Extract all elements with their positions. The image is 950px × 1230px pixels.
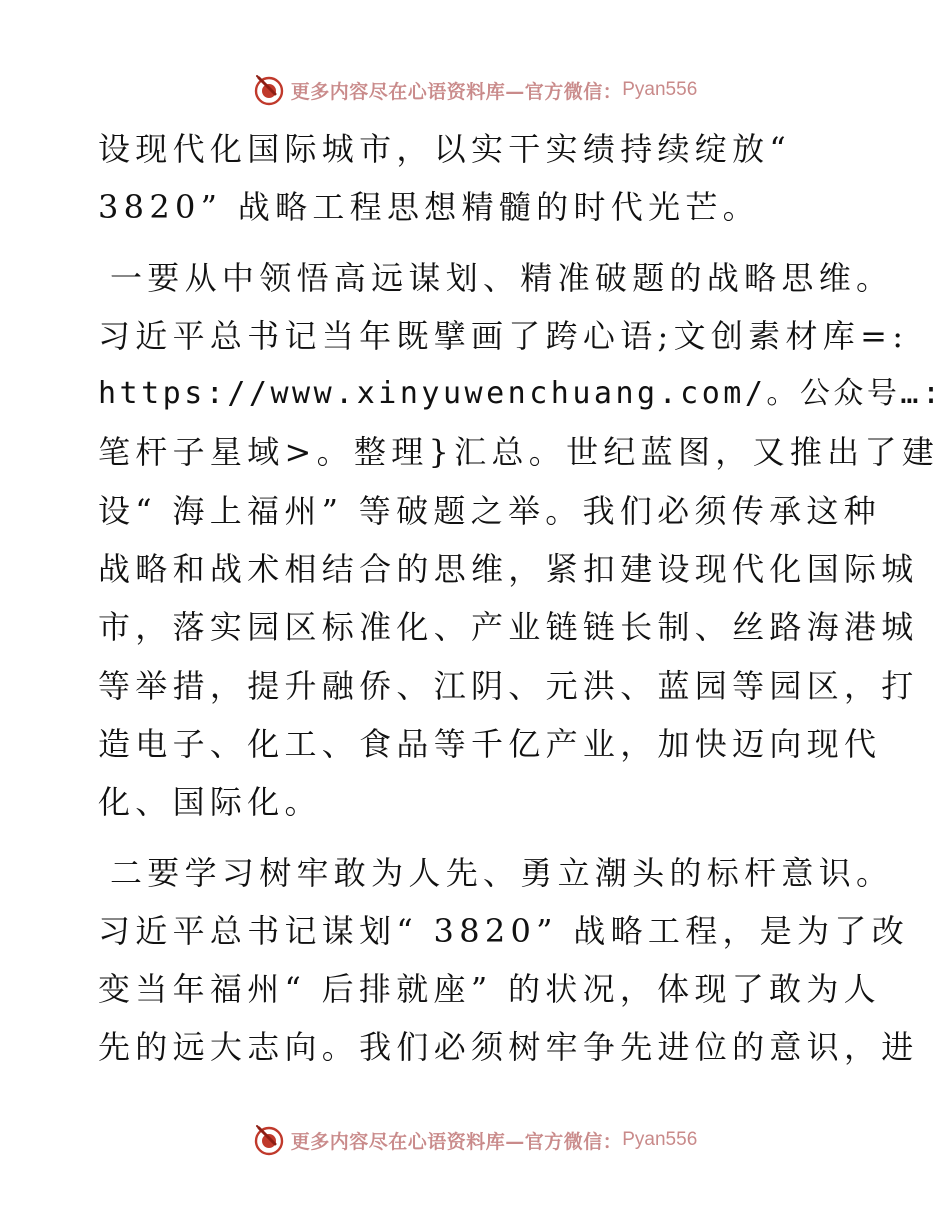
- text-line: 变当年福州“ 后排就座” 的状况，体现了敢为人: [98, 970, 881, 1009]
- watermark-id: Pyan556: [622, 1129, 698, 1150]
- text-line: 设“ 海上福州” 等破题之举。我们必须传承这种: [98, 491, 881, 530]
- text-line: 市，落实园区标准化、产业链链长制、丝路海港城: [98, 608, 919, 647]
- paragraph-2: [98, 249, 944, 832]
- paragraph-heading: 二要学习树牢敢为人先、勇立潮头的标杆意识。: [110, 853, 894, 892]
- footer-watermark: [0, 1120, 950, 1160]
- text-line: 习近平总书记谋划“ 3820” 战略工程，是为了改: [98, 911, 910, 950]
- text-line: 造电子、化工、食品等千亿产业，加快迈向现代: [98, 724, 882, 763]
- text-line: 化、国际化。: [98, 783, 322, 822]
- watermark-text: 更多内容尽在心语资料库—官方微信：: [290, 80, 623, 103]
- text-line: 等举措，提升融侨、江阴、元洪、蓝园等园区，打: [98, 666, 919, 705]
- watermark-text: 更多内容尽在心语资料库—官方微信：: [290, 1130, 623, 1153]
- text-line: 习近平总书记当年既擘画了跨心语;文创素材库=:: [98, 316, 909, 355]
- text-line: 3820” 战略工程思想精髓的时代光芒。: [98, 188, 760, 227]
- header-watermark: [0, 70, 950, 110]
- text-line: 设现代化国际城市，以实干实绩持续绽放“: [98, 130, 792, 168]
- paragraph-3: [98, 844, 919, 1077]
- text-line: 笔杆子星域>。整理}汇总。世纪蓝图，又推出了建: [98, 433, 940, 472]
- url-line: https://www.xinyuwenchuang.com/。公众号…:: [98, 376, 944, 412]
- quill-seal-icon: [253, 74, 285, 106]
- watermark-id: Pyan556: [622, 79, 698, 100]
- paragraph-1: [98, 120, 858, 237]
- document-body: [98, 120, 944, 1077]
- paragraph-heading: 一要从中领悟高远谋划、精准破题的战略思维。: [110, 258, 894, 297]
- text-line: 先的远大志向。我们必须树牢争先进位的意识，进: [98, 1028, 919, 1067]
- quill-seal-icon: [253, 1124, 285, 1156]
- text-line: 战略和战术相结合的思维，紧扣建设现代化国际城: [98, 550, 919, 589]
